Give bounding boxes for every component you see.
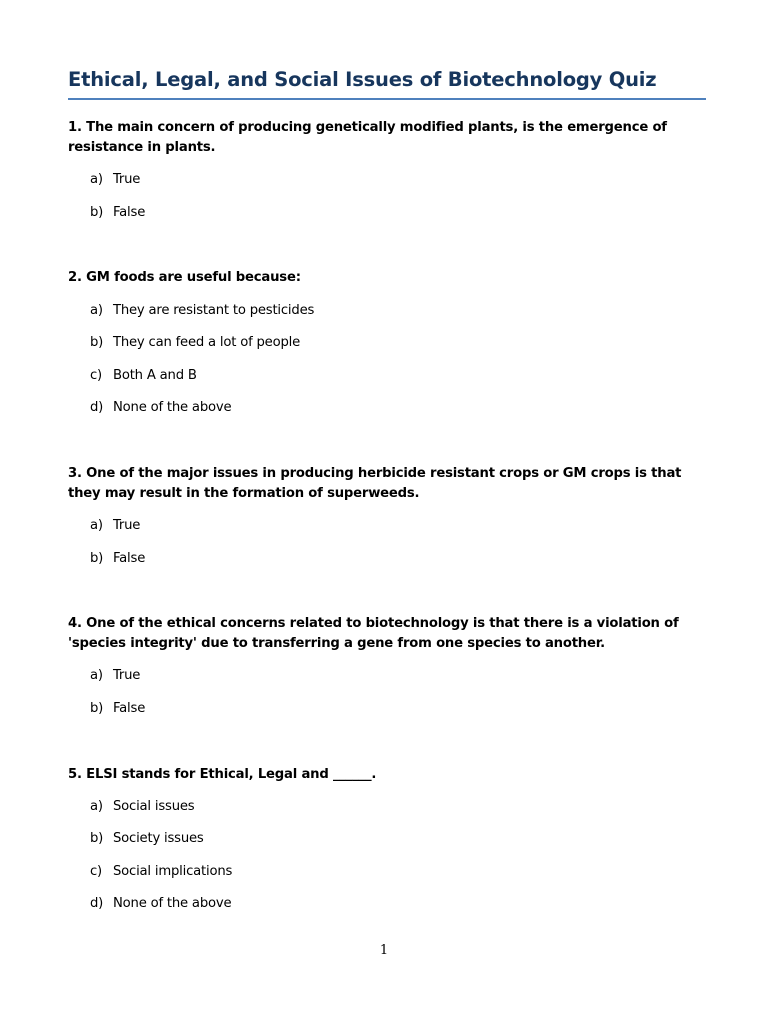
option-letter: b) bbox=[90, 551, 104, 566]
option-text: They are resistant to pesticides bbox=[113, 303, 315, 318]
option-text: Social issues bbox=[113, 799, 195, 814]
question-3: 3. One of the major issues in producing herbicide resistant crops or GM crops is that they may result in the formation of superweeds. bbox=[68, 466, 682, 501]
option-text: True bbox=[113, 172, 141, 187]
page-title: Ethical, Legal, and Social Issues of Biotechnology Quiz bbox=[68, 68, 657, 91]
question-5-option-c bbox=[90, 863, 232, 881]
page-number: 1 bbox=[379, 943, 389, 958]
question-2: 2. GM foods are useful because: bbox=[68, 270, 301, 285]
option-letter: a) bbox=[90, 172, 103, 187]
option-letter: a) bbox=[90, 668, 103, 683]
option-letter: b) bbox=[90, 205, 104, 220]
option-letter: c) bbox=[90, 368, 102, 383]
question-2-option-d bbox=[90, 399, 231, 417]
question-1: 1. The main concern of producing genetically modified plants, is the emergence of resistance in plants. bbox=[68, 120, 667, 155]
option-text: False bbox=[113, 205, 146, 220]
question-5-option-b bbox=[90, 830, 204, 848]
option-text: True bbox=[113, 518, 141, 533]
option-text: They can feed a lot of people bbox=[113, 335, 301, 350]
option-text: True bbox=[113, 668, 141, 683]
title-underline bbox=[68, 98, 706, 100]
question-2-option-c bbox=[90, 367, 197, 385]
question-4-option-a bbox=[90, 667, 140, 685]
option-letter: d) bbox=[90, 400, 104, 415]
question-3-option-a bbox=[90, 517, 140, 535]
option-letter: b) bbox=[90, 831, 104, 846]
question-3-option-b bbox=[90, 550, 145, 568]
option-text: None of the above bbox=[113, 400, 232, 415]
option-letter: a) bbox=[90, 518, 103, 533]
question-2-option-b bbox=[90, 334, 300, 352]
question-4: 4. One of the ethical concerns related to biotechnology is that there is a violation of 'species integrity' due to transferring a gene from one species to another. bbox=[68, 616, 679, 651]
question-4-option-b bbox=[90, 700, 145, 718]
question-5: 5. ELSI stands for Ethical, Legal and ______. bbox=[68, 767, 377, 782]
question-1-option-a bbox=[90, 171, 140, 189]
option-letter: d) bbox=[90, 896, 104, 911]
option-letter: a) bbox=[90, 799, 103, 814]
option-text: Both A and B bbox=[113, 368, 197, 383]
option-text: False bbox=[113, 551, 146, 566]
option-text: None of the above bbox=[113, 896, 232, 911]
option-letter: c) bbox=[90, 864, 102, 879]
option-text: Social implications bbox=[113, 864, 233, 879]
question-5-option-d bbox=[90, 895, 231, 913]
option-letter: b) bbox=[90, 701, 104, 716]
option-letter: b) bbox=[90, 335, 104, 350]
option-letter: a) bbox=[90, 303, 103, 318]
question-1-option-b bbox=[90, 204, 145, 222]
question-5-option-a bbox=[90, 798, 194, 816]
option-text: False bbox=[113, 701, 146, 716]
option-text: Society issues bbox=[113, 831, 204, 846]
question-2-option-a bbox=[90, 302, 314, 320]
